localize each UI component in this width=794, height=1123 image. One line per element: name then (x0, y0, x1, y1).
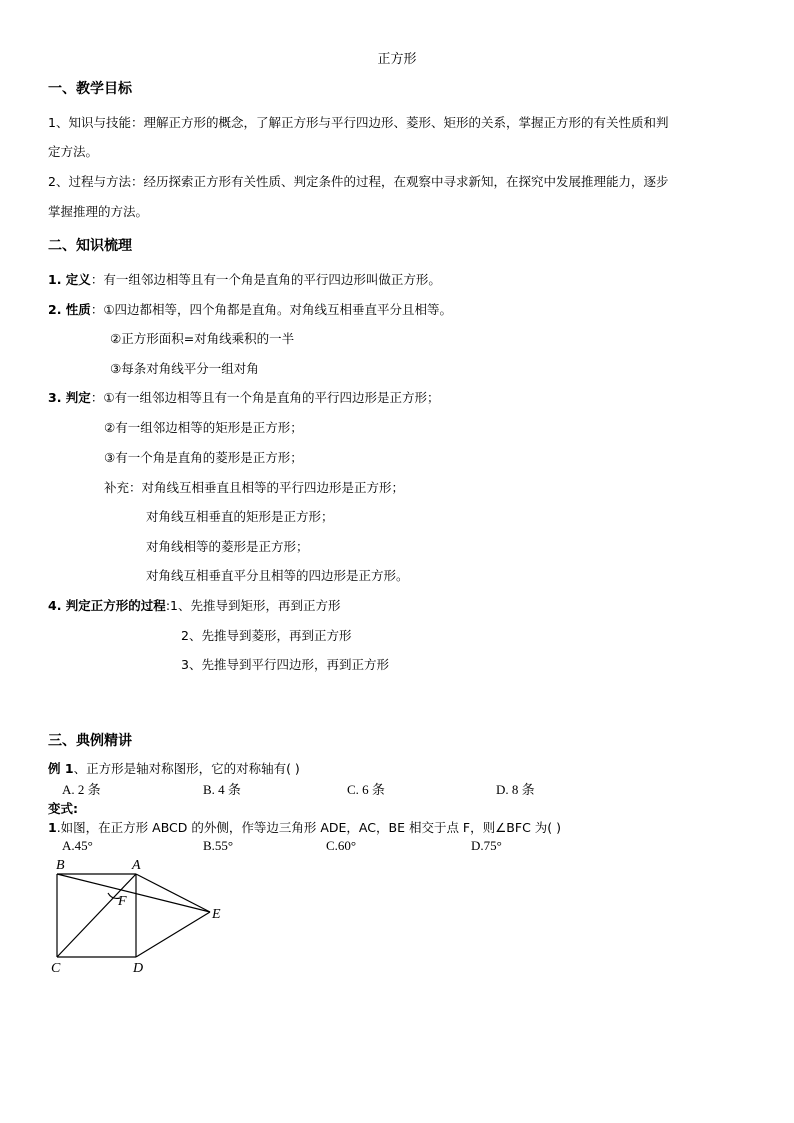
segment-BE (57, 874, 210, 912)
variant1-text: .如图，在正方形 ABCD 的外侧，作等边三角形 ADE，AC，BE 相交于点 F，则∠BFC 为( ) (56, 820, 562, 835)
variant1-option-c: C.60° (326, 838, 357, 853)
variant1-option-a: A.45° (62, 838, 93, 853)
variant1-question (48, 819, 561, 837)
example1-text: 、正方形是轴对称图形，它的对称轴有( ) (73, 761, 300, 776)
process-2: 2、先推导到菱形，再到正方形 (181, 628, 352, 643)
supplement-4: 对角线互相垂直平分且相等的四边形是正方形。 (146, 568, 409, 583)
definition-text: ：有一组邻边相等且有一个角是直角的平行四边形叫做正方形。 (90, 272, 441, 287)
variant1-option-b: B.55° (203, 838, 234, 853)
judgement-2: ②有一组邻边相等的矩形是正方形； (104, 420, 303, 435)
goal2-line1: 2、过程与方法：经历探索正方形有关性质、判定条件的过程，在观察中寻求新知，在探究中发展推理能力，逐步 (48, 174, 669, 189)
process-1: :1、先推导到矩形，再到正方形 (165, 598, 341, 613)
side-AE (136, 874, 210, 912)
supplement-1: 对角线互相垂直且相等的平行四边形是正方形； (141, 480, 405, 495)
goal2-line2: 掌握推理的方法。 (48, 204, 149, 219)
example1-question (48, 760, 300, 778)
example1-label: 例 1 (48, 761, 74, 776)
square-triangle-figure (40, 852, 240, 977)
example1-option-a: A. 2 条 (62, 782, 101, 797)
page-title: 正方形 (377, 52, 417, 67)
supplement-label: 补充： (104, 480, 142, 495)
process-3: 3、先推导到平行四边形，再到正方形 (181, 657, 389, 672)
example1-option-c: C. 6 条 (347, 782, 385, 797)
supplement-line1 (104, 479, 404, 497)
supplement-2: 对角线互相垂直的矩形是正方形； (146, 509, 334, 524)
label-F: F (118, 894, 127, 909)
goal1-line1: 1、知识与技能：理解正方形的概念，了解正方形与平行四边形、菱形、矩形的关系，掌握正方形的有关性质和判 (48, 115, 669, 130)
judgement-line1 (48, 389, 440, 407)
property-3: ③每条对角线平分一组对角 (110, 361, 259, 376)
variant-label: 变式: (48, 801, 78, 816)
variant1-number: 1 (48, 820, 57, 835)
judgement-label: 3. 判定 (48, 390, 91, 405)
side-DE (136, 912, 210, 957)
section2-heading: 二、知识梳理 (48, 238, 132, 254)
label-C: C (51, 961, 61, 976)
property-label: 2. 性质 (48, 302, 91, 317)
section3-heading: 三、典例精讲 (48, 733, 132, 749)
property-1: ：①四边都相等，四个角都是直角。对角线互相垂直平分且相等。 (90, 302, 453, 317)
judgement-3: ③有一个角是直角的菱形是正方形； (104, 450, 303, 465)
goal1-line2: 定方法。 (48, 144, 99, 159)
example1-option-d: D. 8 条 (496, 782, 535, 797)
diagonal-AC (57, 874, 136, 957)
judgement-1: ：①有一组邻边相等且有一个角是直角的平行四边形是正方形； (90, 390, 440, 405)
property-2: ②正方形面积=对角线乘积的一半 (110, 331, 295, 346)
property-line1 (48, 301, 452, 319)
process-line1 (48, 597, 340, 615)
label-E: E (212, 907, 221, 922)
section1-heading: 一、教学目标 (48, 81, 132, 97)
definition-label: 1. 定义 (48, 272, 91, 287)
label-A: A (132, 858, 141, 873)
definition-line (48, 271, 441, 289)
process-label: 4. 判定正方形的过程 (48, 598, 166, 613)
label-B: B (56, 858, 65, 873)
supplement-3: 对角线相等的菱形是正方形； (146, 539, 309, 554)
example1-option-b: B. 4 条 (203, 782, 241, 797)
label-D: D (133, 961, 144, 976)
variant1-option-d: D.75° (471, 838, 502, 853)
